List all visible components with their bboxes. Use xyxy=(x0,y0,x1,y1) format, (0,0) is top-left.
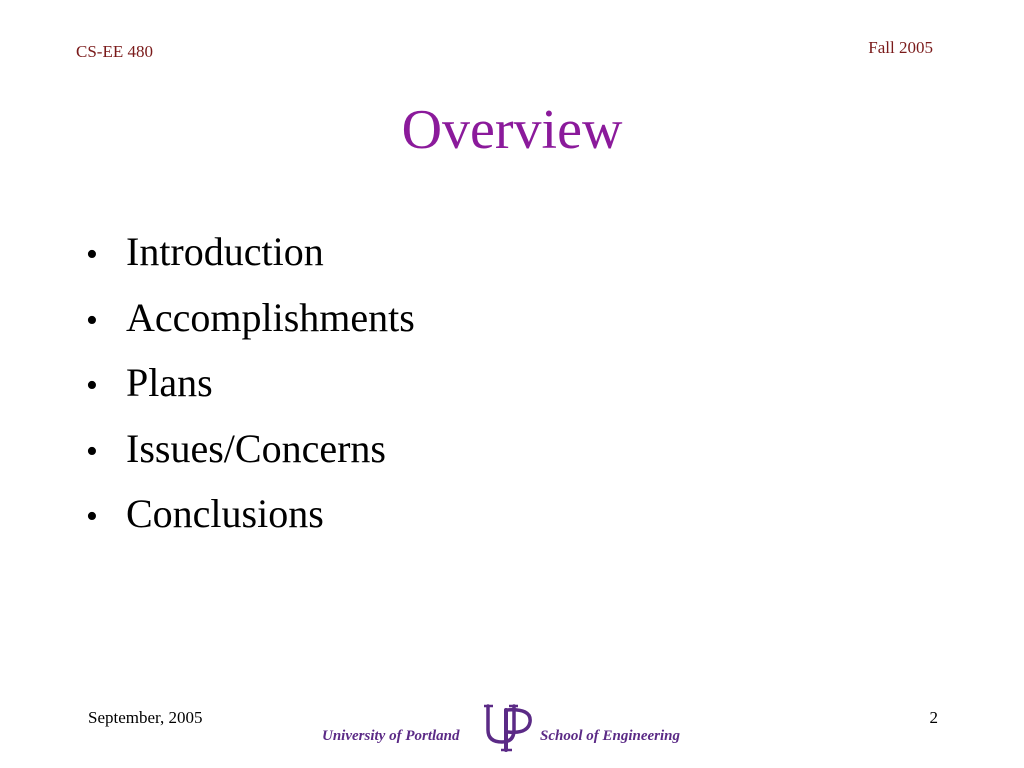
footer-date: September, 2005 xyxy=(88,708,203,727)
logo-school-text: School of Engineering xyxy=(540,728,681,744)
university-logo xyxy=(322,700,692,756)
up-monogram-icon xyxy=(480,700,540,752)
bullet-item xyxy=(86,294,415,360)
bullet-icon: • xyxy=(86,432,98,470)
logo-university-text: University of Portland xyxy=(322,728,460,744)
bullet-item xyxy=(86,490,415,556)
bullet-item xyxy=(86,359,415,425)
term-label: Fall 2005 xyxy=(868,38,933,57)
bullet-text: Accomplishments xyxy=(126,294,415,340)
bullet-text: Issues/Concerns xyxy=(126,425,386,471)
bullet-icon: • xyxy=(86,367,98,404)
bullet-icon: • xyxy=(86,301,98,339)
course-code: CS-EE 480 xyxy=(76,42,153,61)
page-number: 2 xyxy=(929,708,938,727)
bullet-list xyxy=(86,228,415,556)
bullet-icon: • xyxy=(86,498,98,535)
bullet-item xyxy=(86,425,415,491)
bullet-text: Plans xyxy=(126,360,213,405)
bullet-icon: • xyxy=(86,236,98,273)
bullet-text: Conclusions xyxy=(126,491,324,536)
slide-title: Overview xyxy=(401,99,623,161)
bullet-item xyxy=(86,228,415,294)
bullet-text: Introduction xyxy=(126,229,324,274)
